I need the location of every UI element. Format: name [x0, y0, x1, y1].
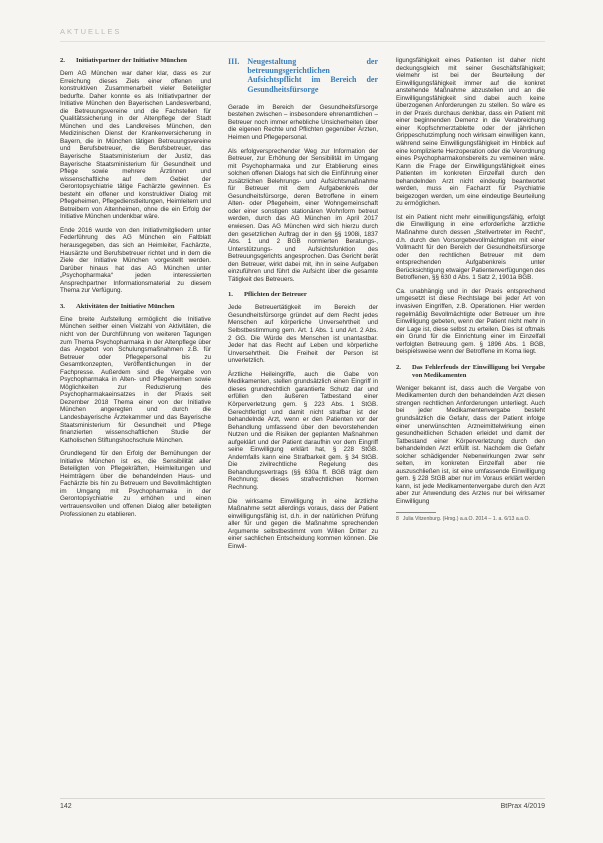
- footnote: [396, 516, 545, 522]
- paragraph: Grundlegend für den Erfolg der Bemühungen der Initiative München ist es, die Sensibilität aller Beteiligten von Pflegekräften, Heimleitungen und Heimträgern über die behandelnden Haus- und Fachärzte bis hin zu Betreuern und Bevollmächtigten im Umgang mit Psychopharmaka in der Gerontopsychiatrie zu erhöhen und einen vertrauensvollen und offenen Dialog aller beteiligten Professionen zu etablieren.: [60, 450, 211, 518]
- heading-initiativpartner: [60, 57, 211, 65]
- heading-text: Neugestaltung der betreuungsgerichtlichen Aufsichtspflicht im Bereich der Gesundheitsfürsorge: [247, 57, 378, 94]
- paragraph: Dem AG München war daher klar, dass es zur Erreichung dieses Ziels einer offenen und konstruktiven Zusammenarbeit vieler Beteiligter bedurfte. Daher konnte es als Initiativpartner der Initiative München den Bayerischen Landesverband, die Betreuungsvereine und die Fachstellen für Qualitätssicherung in der Altenpflege der Stadt München und des Landkreises München, den Medizinischen Dienst der Krankenversicherung in Bayern, die in München tätigen Betreuungsvereine und Berufsbetreuer, die Berufsbetreuer, das Bayerische Staatsministerium der Justiz, das Bayerische Staatsministerium für Gesundheit und Pflege sowie mehrere Ärztinnen und wissenschaftliche auf dem Gebiet der Gerontopsychiatrie tätige Fachärzte gewinnen. Es besteht ein offener und konstruktiver Dialog mit Pflegeheimen, Pflegedienstleitungen, Heimleitern und Betreibern von Altenheimen, ohne die ein Erfolg der Initiative München undenkbar wäre.: [60, 70, 211, 221]
- heading-text: Aktivitäten der Initiative München: [76, 302, 175, 310]
- heading-number: 2.: [60, 57, 65, 64]
- heading-number: 1.: [228, 291, 233, 299]
- heading-pflichten: [228, 291, 378, 299]
- paragraph: Jede Betreuertätigkeit im Bereich der Gesundheitsfürsorge gründet auf dem Recht jedes Menschen auf körperliche Unversehrtheit und Selbstbestimmung gem. Art. 1 Abs. 1 und Art. 2 Abs. 2 GG. Die Würde des Menschen ist unantastbar. Jeder hat das Recht auf Leben und körperliche Unversehrtheit. Die Freiheit der Person ist unverletzlich.: [228, 304, 378, 365]
- footnote-number: 8: [396, 515, 399, 522]
- page-number: 142: [60, 803, 72, 810]
- paragraph: Die wirksame Einwilligung in eine ärztliche Maßnahme setzt allerdings voraus, dass der Patient einwilligungsfähig ist, d.h. in der natürlichen Prüfung aller für und gegen die Maßnahme sprechenden Argumente selbstbestimmt vom Willen Dritter zu einer sachlichen Entscheidung kommen können. Die Einwil-: [228, 497, 378, 550]
- heading-number: 3.: [60, 302, 65, 310]
- heading-text: Das Fehlerfeuds der Einwilligung bei Vergabe von Medikamenten: [412, 363, 545, 379]
- journal-reference: BtPrax 4/2019: [500, 803, 545, 810]
- heading-aktivitaeten: [60, 303, 211, 311]
- paragraph: ligungsfähigkeit eines Patienten ist daher nicht deckungsgleich mit seiner Geschäftsfähigkeit; vielmehr ist bei der Beurteilung der Einwilligungsfähigkeit immer auf die konkret anstehende Maßnahme abzustellen und an die Einwilligungsfähigkeit sind dabei auch keine überzogenen Anforderungen zu stellen. So wäre es in der Praxis durchaus denkbar, dass ein Patient mit einer beginnenden Demenz in die Verabreichung einer Kopfschmerztablette oder der jährlichen Grippeschutzimpfung noch wirksam einwilligen kann, während seine Einwilligungsfähigkeit im Hinblick auf eine komplizierte Herzoperation oder die Verordnung eines Psychopharmakonsbereits zu verneinen wäre. Kann die Frage der Einwilligungsfähigkeit eines Patienten im konkreten Einzelfall durch den behandelnden Arzt nicht eindeutig beantwortet werden, muss ein Facharzt für Psychiatrie beigezogen werden, um eine eindeutige Beurteilung zu ermöglichen.: [396, 57, 545, 208]
- heading-number: III.: [228, 57, 240, 66]
- footnote-divider: [396, 512, 436, 513]
- heading-einwilligung: [396, 364, 545, 380]
- footnote-text: Julia Vitzenburg. (Hrsg.) a.a.O. 2014 – 1. a. 6/13 a.a.O.: [402, 515, 530, 522]
- paragraph: Ärztliche Heileingriffe, auch die Gabe von Medikamenten, stellen grundsätzlich einen Eingriff in dieses grundrechtlich garantierte Schutz dar und erfüllen den äußeren Tatbestand einer Körperverletzung gem. § 223 Abs. 1 StGB. Gerechtfertigt und damit nicht strafbar ist der behandelnde Arzt, wenn er den Patienten vor der Behandlung umfassend über den bevorstehenden Nutzen und die Risiken der geplanten Maßnahmen aufgeklärt und der Patient daraufhin vor dem Eingriff seine Einwilligung erklärt hat, § 228 StGB. Andernfalls kann eine Strafbarkeit gem. § 34 StGB. Die zivilrechtliche Regelung des Behandlungsvertrags (§§ 630a ff. BGB trägt dem Rechnung; dieses strafrechtlichen Normen Rechnung.: [228, 370, 378, 491]
- heading-neugestaltung: [228, 57, 378, 94]
- heading-text: Pflichten der Betreuer: [244, 291, 307, 299]
- paragraph: Als erfolgversprechender Weg zur Information der Betreuer, zur Erhöhung der Sensibilität im Umgang mit Psychopharmaka und zur Etablierung eines solchen offenen Dialogs hat sich die Einführung einer zusätzlichen Belehrungs- und Aufsichtsmaßnahme für Betreuer mit dem Aufgabenkreis der Gesundheitsfürsorge, deren Betroffene in einem Alten- oder Pflegeheim, einer Wohngemeinschaft oder einer sonstigen stationären Wohnform betreut werden, durch das AG München im April 2017 erwiesen. Das AG München wird sich hierzu durch den gesetzlichen Auftrag der in den §§ 1908i, 1837 Abs. 1 und 2 BGB normierten Beratungs-, Unterstützungs- und Aufsichtsfunktion des Betreuungsgerichts angesprochen. Das Gericht berät den Betreuer, wirkt dabei mit, ihn in seine Aufgaben einzuführen und führt die Aufsicht über die gesamte Tätigkeit des Betreuers.: [228, 147, 378, 283]
- paragraph: Ende 2016 wurde von den Initiativmitgliedern unter Federführung des AG München ein Faltblatt herausgegeben, das sich an Heimleiter, Fachärzte, Hausärzte und Berufsbetreuer richtet und in dem die Ziele der Initiative München vorgestellt werden. Darüber hinaus hat das AG München unter „Psychopharmaka“ jeden interessierten Ansprechpartner Informationsmaterial zu diesem Thema zur Verfügung.: [60, 226, 211, 295]
- paragraph: Ca. unabhängig und in der Praxis entsprechend umgesetzt ist diese Rechtslage bei jeder Art von invasiven Eingriffen, z.B. Operationen. Hier werden regelmäßig Bevollmächtigte oder Betreuer um ihre Einwilligung gebeten, wenn der Patient nicht mehr in der Lage ist, diese selbst zu erteilen. Dies ist oftmals ein Grund für die Einrichtung einer im Einzelfall verfolgten Betreuung gem. § 1896 Abs. 1 BGB, beispielsweise wenn der Betroffene im Koma liegt.: [396, 287, 545, 356]
- paragraph: Eine breite Aufstellung ermöglicht die Initiative München seither einen Vielzahl von Aktivitäten, die nicht von der Durchführung von weiteren Tagungen zum Thema Psychopharmaka in der Altenpflege über das Angebot von Schulungsmaßnahmen z.B. für Betreuer oder Pflegepersonal bis zu Gesamtkonzepten, Veröffentlichungen in der Fachpresse. Außerdem sind die Vergabe von Psychopharmaka in Alten- und Pflegeheimen sowie Möglichkeiten zur Reduzierung des Psychopharmakaeinsatzes in der Praxis seit Dezember 2018 Thema einer von der Initiative München angeregten und durch die Landesbayerische Ärztekammer und das Bayerische Staatsministerium für Gesundheit und Pflege finanzierten wissenschaftlichen Studie der Katholischen Stiftungshochschule München.: [60, 315, 211, 444]
- footer-divider: [60, 798, 545, 799]
- heading-number: 2.: [396, 363, 401, 371]
- paragraph: Ist ein Patient nicht mehr einwilligungsfähig, erfolgt die Einwilligung in eine erforderliche ärztliche Maßnahme durch dessen „Stellvertreter im Recht“, d.h. durch den Vorsorgebevollmächtigten mit einer Vollmacht für den Bereich der Gesundheitsfürsorge oder den rechtlichen Betreuer mit dem entsprechenden Aufgabenkreis unter Berücksichtigung etwaiger Patientenverfügungen des Betroffenen, §§ 630 d Abs. 1 Satz 2, 1901a BGB.: [396, 213, 545, 282]
- paragraph: Gerade im Bereich der Gesundheitsfürsorge bestehen zwischen – insbesondere ehrenamtlichen – Betreuer noch immer erhebliche Unsicherheiten über die eigenen Rechte und Pflichten gegenüber Ärzten, Heimen und Pflegepersonal.: [228, 103, 378, 141]
- section-label: AKTUELLES: [60, 27, 122, 36]
- column-left: [60, 57, 211, 797]
- header-divider: [60, 41, 545, 42]
- column-middle: [228, 57, 378, 797]
- paragraph: Weniger bekannt ist, dass auch die Vergabe von Medikamenten durch den behandelnden Arzt diesen strengen rechtlichen Anforderungen unterliegt. Auch bei jeder Medikamentenvergabe besteht grundsätzlich die Gefahr, dass der Patient infolge einer unerwünschten Arzneimittelwirkung einen gesundheitlichen Schaden erleidet und damit der Tatbestand einer Körperverletzung durch den behandelnden Arzt erfüllt ist. Nachdem die Gefahr solcher schädigender Nebenwirkungen zwar sehr selten, im konkreten Einzelfall aber nie auszuschließen ist, ist eine umfassende Einwilligung gem. § 228 StGB aber nur im Voraus erklärt werden kann, ist jede Medikamentenvergabe durch den Arzt aber zur Anwendung des Arztes nur bei wirksamer Einwilligung: [396, 384, 545, 505]
- column-right: [396, 57, 545, 797]
- heading-text: Initiativpartner der Initiative München: [76, 57, 187, 64]
